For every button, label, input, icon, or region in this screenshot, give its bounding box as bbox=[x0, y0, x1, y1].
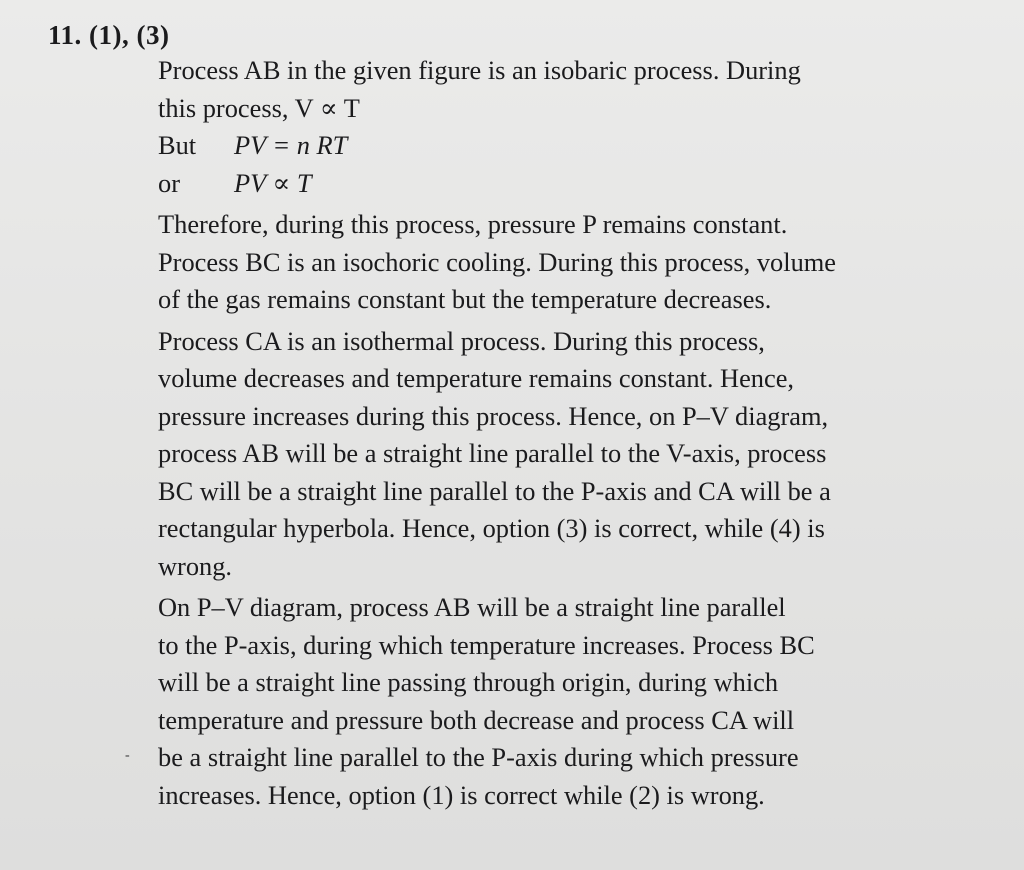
text-line: increases. Hence, option (1) is correct while (2) is wrong. bbox=[158, 779, 765, 810]
text-line: volume decreases and temperature remains constant. Hence, bbox=[158, 363, 795, 393]
text-line: this process, V ∝ T bbox=[158, 92, 360, 123]
text-line: Process CA is an isothermal process. During this process, bbox=[158, 325, 765, 356]
text-line: pressure increases during this process. Hence, on P–V diagram, bbox=[158, 400, 829, 431]
text-line: temperature and pressure both decrease and process CA will bbox=[158, 704, 795, 735]
equation: PV ∝ T bbox=[234, 167, 312, 198]
text-line: to the P-axis, during which temperature increases. Process BC bbox=[158, 629, 815, 660]
equation-row bbox=[158, 165, 978, 203]
text-line: rectangular hyperbola. Hence, option (3) is correct, while (4) is bbox=[158, 513, 825, 543]
text-line: of the gas remains constant but the temperature decreases. bbox=[158, 284, 772, 314]
text-line: Therefore, during this process, pressure P remains constant. bbox=[158, 209, 788, 239]
text-line: will be a straight line passing through origin, during which bbox=[158, 667, 779, 697]
answer-explanation bbox=[158, 52, 978, 814]
text-line: Process BC is an isochoric cooling. During this process, volume bbox=[158, 246, 837, 277]
equation-lead: or bbox=[158, 167, 180, 198]
margin-mark: - bbox=[125, 748, 130, 763]
equation-lead: But bbox=[158, 130, 197, 160]
equation: PV = n RT bbox=[234, 130, 348, 160]
text-line: be a straight line parallel to the P-axis during which pressure bbox=[158, 742, 799, 772]
text-line: wrong. bbox=[158, 550, 233, 581]
text-line: Process AB in the given figure is an isobaric process. During bbox=[158, 55, 801, 85]
equation-row bbox=[158, 127, 978, 165]
question-number: 11. (1), (3) bbox=[48, 20, 170, 50]
text-line: BC will be a straight line parallel to the P-axis and CA will be a bbox=[158, 475, 831, 506]
text-line: On P–V diagram, process AB will be a straight line parallel bbox=[158, 592, 786, 622]
text-line: process AB will be a straight line parallel to the V-axis, process bbox=[158, 438, 827, 468]
